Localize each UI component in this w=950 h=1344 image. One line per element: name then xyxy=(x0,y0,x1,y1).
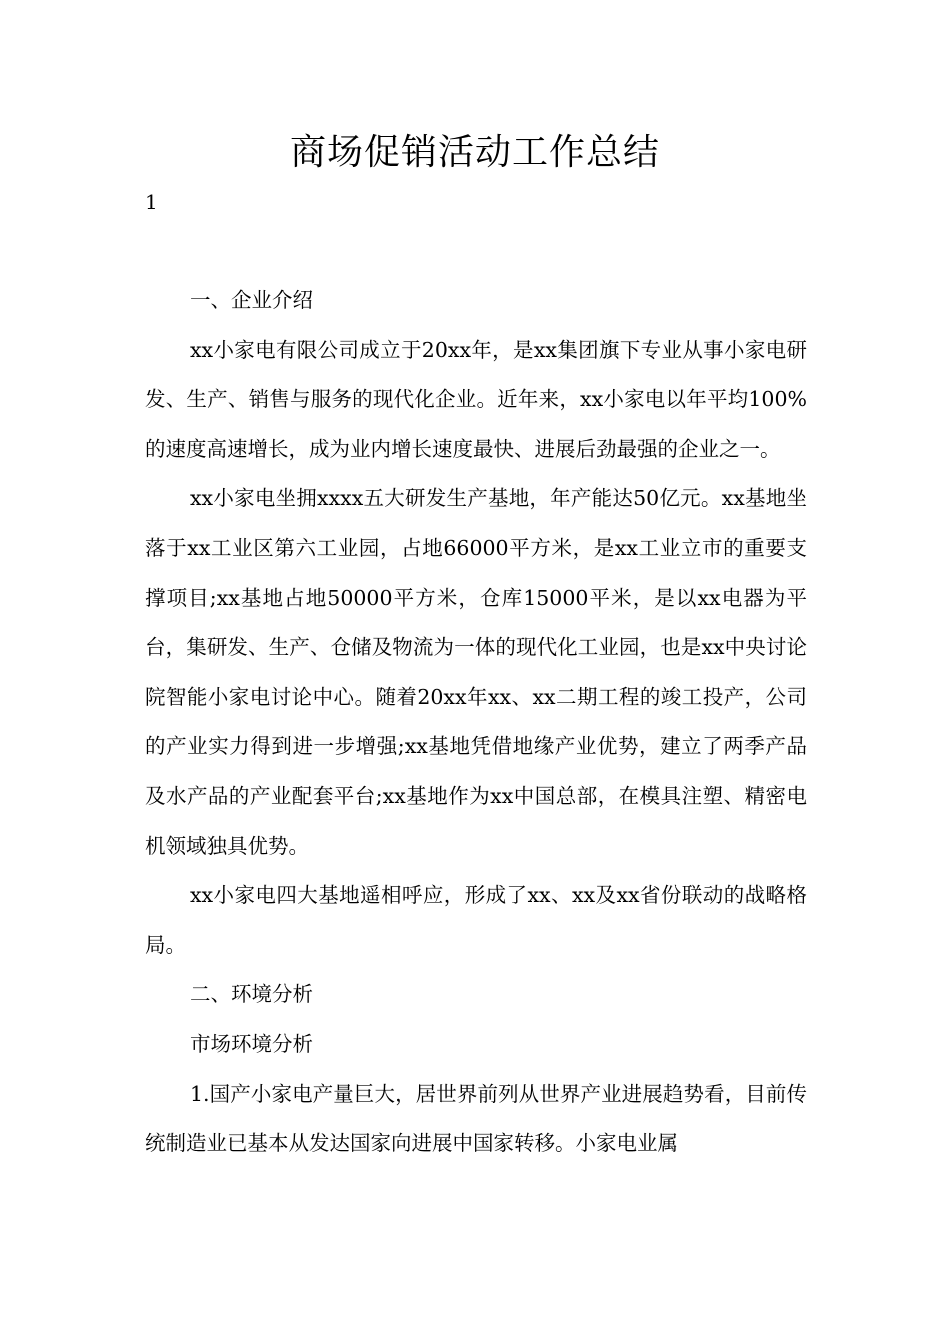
paragraph-company-overview: xx小家电有限公司成立于20xx年，是xx集团旗下专业从事小家电研发、生产、销售与服务的现代化企业。近年来，xx小家电以年平均100%的速度高速增长，成为业内增长速度最快、进展后劲最强的企业之一。 xyxy=(145,337,807,461)
subheading-market-environment: 市场环境分析 xyxy=(190,1031,313,1056)
paragraph-market-point-1: 1.国产小家电产量巨大，居世界前列从世界产业进展趋势看，目前传统制造业已基本从发达国家向进展中国家转移。小家电业属 xyxy=(145,1081,807,1156)
document-title: 商场促销活动工作总结 xyxy=(289,132,660,173)
page-number: 1 xyxy=(145,190,158,214)
paragraph-production-bases: xx小家电坐拥xxxx五大研发生产基地，年产能达50亿元。xx基地坐落于xx工业区第六工业园，占地66000平方米，是xx工业立市的重要支撑项目;xx基地占地50000平方米，仓库15000平米，是以xx电器为平台，集研发、生产、仓储及物流为一体的现代化工业园，也是xx中央讨论院智能小家电讨论中心。随着20xx年xx、xx二期工程的竣工投产，公司的产业实力得到进一步增强;xx基地凭借地缘产业优势，建立了两季产品及水产品的产业配套平台;xx基地作为xx中国总部，在模具注塑、精密电机领域独具优势。 xyxy=(145,486,807,858)
section-heading-company-intro: 一、企业介绍 xyxy=(190,288,313,312)
section-heading-environment-analysis: 二、环境分析 xyxy=(190,982,313,1007)
paragraph-strategic-layout: xx小家电四大基地遥相呼应，形成了xx、xx及xx省份联动的战略格局。 xyxy=(145,883,807,957)
document-body xyxy=(145,276,807,1169)
